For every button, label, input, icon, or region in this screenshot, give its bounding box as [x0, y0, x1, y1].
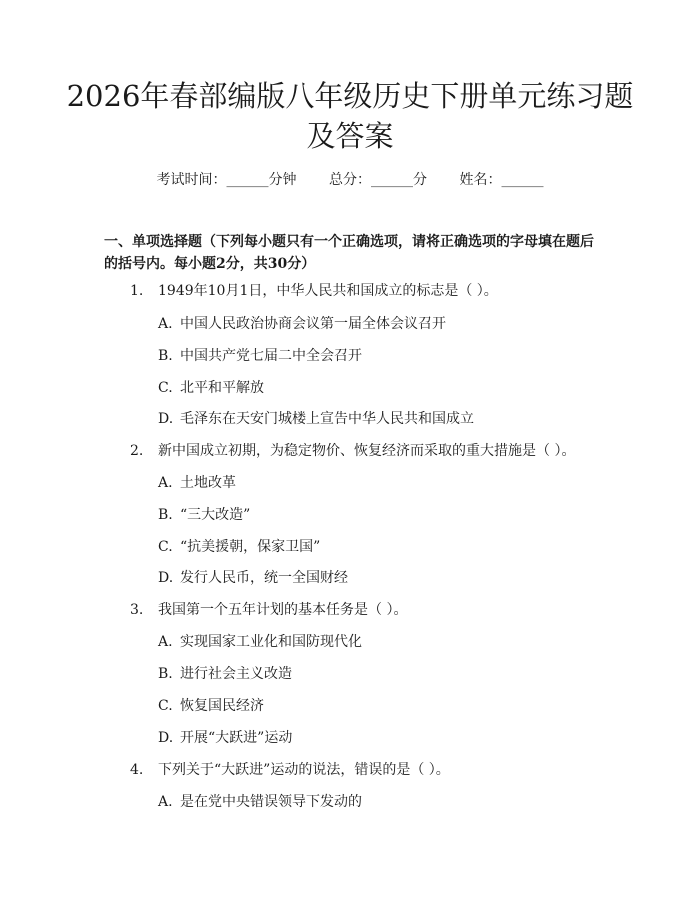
- question-3-option-b: [158, 664, 292, 684]
- option-letter: A.: [158, 316, 173, 332]
- option-text: 实现国家工业化和国防现代化: [180, 634, 362, 650]
- question-2-option-d: [158, 568, 348, 588]
- option-letter: C.: [158, 698, 173, 714]
- option-text: 土地改革: [180, 475, 236, 491]
- option-letter: D.: [158, 570, 174, 586]
- question-number: 3.: [130, 602, 144, 618]
- question-4-option-a: [158, 792, 362, 812]
- question-2-option-a: [158, 473, 236, 493]
- exam-info-line: [0, 170, 700, 190]
- question-text: 新中国成立初期，为稳定物价、恢复经济而采取的重大措施是（ ）。: [158, 443, 576, 459]
- question-1-option-d: [158, 409, 474, 429]
- total-score-field: 总分：______分: [329, 172, 427, 188]
- option-text: 中国人民政治协商会议第一届全体会议召开: [180, 316, 446, 332]
- option-letter: B.: [158, 666, 173, 682]
- student-name-field: 姓名：______: [459, 172, 544, 188]
- question-text: 下列关于“大跃进”运动的说法，错误的是（ ）。: [158, 762, 450, 778]
- section-heading: 一、单项选择题（下列每小题只有一个正确选项，请将正确选项的字母填在题后的括号内。每小题2分，共30分）: [104, 234, 594, 272]
- option-text: “抗美援朝，保家卫国”: [180, 539, 321, 555]
- question-text: 1949年10月1日，中华人民共和国成立的标志是（ ）。: [158, 283, 498, 299]
- option-text: 进行社会主义改造: [180, 666, 292, 682]
- question-3: [130, 600, 407, 620]
- question-text: 我国第一个五年计划的基本任务是（ ）。: [158, 602, 408, 618]
- option-letter: C.: [158, 380, 173, 396]
- document-title: [60, 76, 640, 156]
- question-number: 2.: [130, 443, 144, 459]
- question-2-option-c: [158, 537, 320, 557]
- question-3-option-d: [158, 728, 292, 748]
- question-2: [130, 441, 575, 461]
- option-letter: A.: [158, 634, 173, 650]
- question-number: 4.: [130, 762, 144, 778]
- question-1-option-c: [158, 378, 264, 398]
- question-3-option-a: [158, 632, 362, 652]
- option-letter: B.: [158, 348, 173, 364]
- title-line-1: 2026年春部编版八年级历史下册单元练习题: [66, 79, 634, 113]
- question-1-option-b: [158, 346, 362, 366]
- option-letter: D.: [158, 730, 174, 746]
- option-letter: B.: [158, 507, 173, 523]
- option-letter: C.: [158, 539, 173, 555]
- question-1-option-a: [158, 314, 446, 334]
- option-text: 发行人民币，统一全国财经: [180, 570, 348, 586]
- question-4: [130, 760, 450, 780]
- question-1: [130, 281, 498, 301]
- option-letter: A.: [158, 475, 173, 491]
- option-text: 毛泽东在天安门城楼上宣告中华人民共和国成立: [180, 411, 474, 427]
- option-text: 北平和平解放: [180, 380, 264, 396]
- option-text: 恢复国民经济: [180, 698, 264, 714]
- option-text: 是在党中央错误领导下发动的: [180, 794, 362, 810]
- option-letter: A.: [158, 794, 173, 810]
- option-text: “三大改造”: [180, 507, 251, 523]
- title-line-2: 及答案: [306, 119, 394, 153]
- exam-time-field: 考试时间：______分钟: [156, 172, 297, 188]
- option-text: 中国共产党七届二中全会召开: [180, 348, 362, 364]
- option-text: 开展“大跃进”运动: [180, 730, 293, 746]
- question-2-option-b: [158, 505, 250, 525]
- option-letter: D.: [158, 411, 174, 427]
- question-3-option-c: [158, 696, 264, 716]
- question-number: 1.: [130, 283, 144, 299]
